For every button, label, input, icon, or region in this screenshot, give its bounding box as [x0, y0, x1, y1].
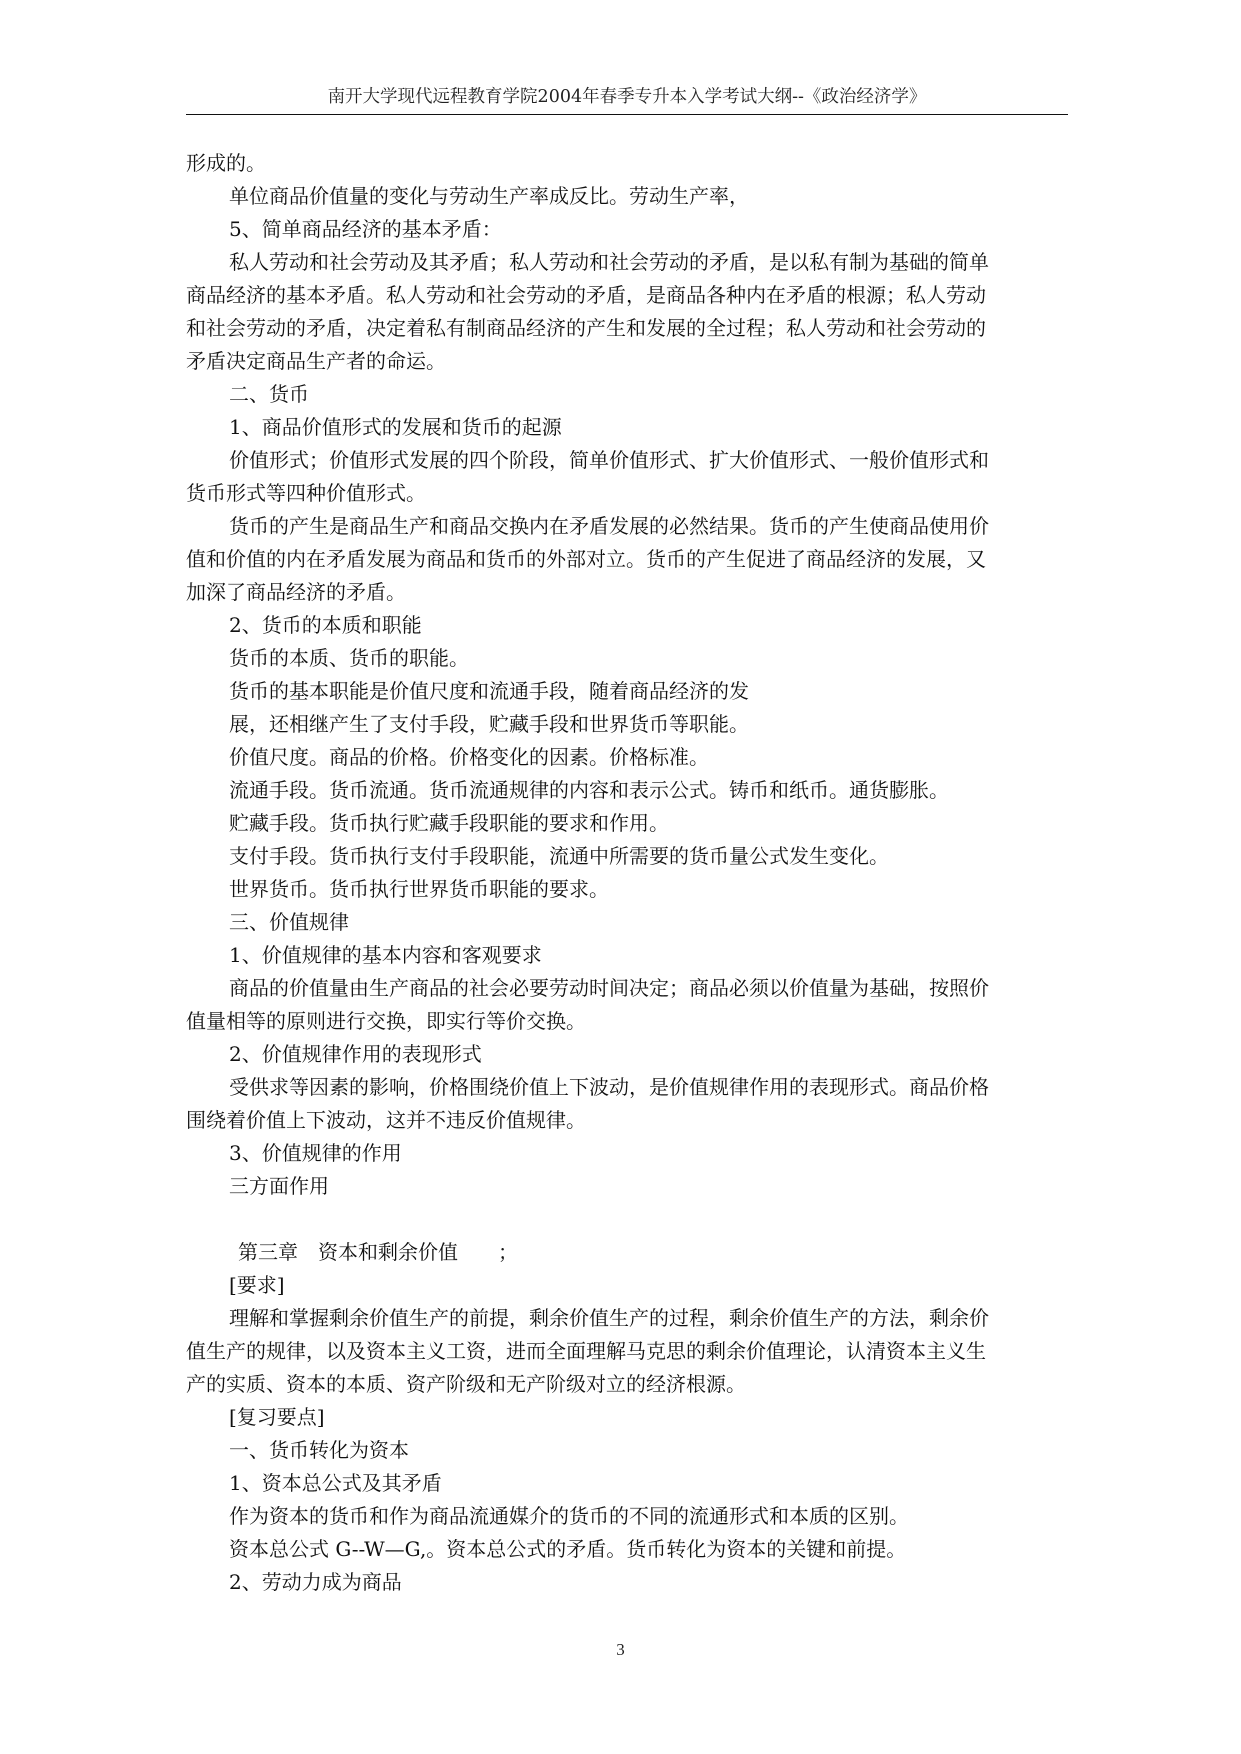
section-heading: 2、货币的本质和职能	[229, 613, 422, 637]
paragraph-line: 三方面作用	[229, 1174, 329, 1198]
section-heading: 一、货币转化为资本	[229, 1438, 409, 1462]
paragraph-line: 世界货币。货币执行世界货币职能的要求。	[229, 877, 609, 901]
paragraph-line: 商品经济的基本矛盾。私人劳动和社会劳动的矛盾，是商品各种内在矛盾的根源；私人劳动	[186, 283, 986, 307]
page-header: 南开大学现代远程教育学院2004年春季专升本入学考试大纲--《政治经济学》	[327, 87, 927, 107]
paragraph-line: 值量相等的原则进行交换，即实行等价交换。	[186, 1009, 586, 1033]
paragraph-line: 价值尺度。商品的价格。价格变化的因素。价格标准。	[229, 745, 709, 769]
page-number: 3	[616, 1640, 625, 1659]
paragraph-line: 理解和掌握剩余价值生产的前提，剩余价值生产的过程，剩余价值生产的方法，剩余价	[229, 1306, 989, 1330]
paragraph-line: 值生产的规律，以及资本主义工资，进而全面理解马克思的剩余价值理论，认清资本主义生	[186, 1339, 986, 1363]
paragraph-line: 货币形式等四种价值形式。	[186, 481, 426, 505]
paragraph-line: 货币的产生是商品生产和商品交换内在矛盾发展的必然结果。货币的产生使商品使用价	[229, 514, 989, 538]
paragraph-line: 矛盾决定商品生产者的命运。	[186, 349, 446, 373]
section-heading: 1、资本总公式及其矛盾	[229, 1471, 442, 1495]
section-heading: 1、价值规律的基本内容和客观要求	[229, 943, 542, 967]
section-heading: 5、简单商品经济的基本矛盾：	[229, 217, 502, 241]
paragraph-line: 支付手段。货币执行支付手段职能，流通中所需要的货币量公式发生变化。	[229, 844, 889, 868]
paragraph-line: 值和价值的内在矛盾发展为商品和货币的外部对立。货币的产生促进了商品经济的发展，又	[186, 547, 986, 571]
section-heading: 三、价值规律	[229, 910, 349, 934]
paragraph-line: 展，还相继产生了支付手段，贮藏手段和世界货币等职能。	[229, 712, 749, 736]
section-heading: 2、劳动力成为商品	[229, 1570, 402, 1594]
section-heading: 2、价值规律作用的表现形式	[229, 1042, 482, 1066]
paragraph-line: 价值形式；价值形式发展的四个阶段，简单价值形式、扩大价值形式、一般价值形式和	[229, 448, 989, 472]
paragraph-line: 商品的价值量由生产商品的社会必要劳动时间决定；商品必须以价值量为基础，按照价	[229, 976, 989, 1000]
paragraph-line: 流通手段。货币流通。货币流通规律的内容和表示公式。铸币和纸币。通货膨胀。	[229, 778, 949, 802]
section-heading: [要求]	[229, 1273, 285, 1297]
section-heading: 1、商品价值形式的发展和货币的起源	[229, 415, 562, 439]
paragraph-line: 产的实质、资本的本质、资产阶级和无产阶级对立的经济根源。	[186, 1372, 746, 1396]
chapter-heading: 第三章 资本和剩余价值 ；	[238, 1240, 518, 1264]
section-heading: 二、货币	[229, 382, 309, 406]
paragraph-line: 和社会劳动的矛盾，决定着私有制商品经济的产生和发展的全过程；私人劳动和社会劳动的	[186, 316, 986, 340]
paragraph-line: 资本总公式 G--W—G,。资本总公式的矛盾。货币转化为资本的关键和前提。	[229, 1537, 907, 1561]
paragraph-line: 私人劳动和社会劳动及其矛盾；私人劳动和社会劳动的矛盾，是以私有制为基础的简单	[229, 250, 989, 274]
paragraph-line: 单位商品价值量的变化与劳动生产率成反比。劳动生产率，	[229, 184, 749, 208]
section-heading: [复习要点]	[229, 1405, 325, 1429]
paragraph-line: 货币的基本职能是价值尺度和流通手段，随着商品经济的发	[229, 679, 749, 703]
document-body	[186, 147, 1068, 1599]
paragraph-line: 加深了商品经济的矛盾。	[186, 580, 406, 604]
header-rule	[186, 114, 1068, 115]
paragraph-line: 受供求等因素的影响，价格围绕价值上下波动，是价值规律作用的表现形式。商品价格	[229, 1075, 989, 1099]
blank-line	[186, 1203, 1068, 1236]
paragraph-line: 作为资本的货币和作为商品流通媒介的货币的不同的流通形式和本质的区别。	[229, 1504, 909, 1528]
paragraph-line: 贮藏手段。货币执行贮藏手段职能的要求和作用。	[229, 811, 669, 835]
paragraph-line: 货币的本质、货币的职能。	[229, 646, 469, 670]
section-heading: 3、价值规律的作用	[229, 1141, 402, 1165]
paragraph-line: 形成的。	[186, 151, 266, 175]
paragraph-line: 围绕着价值上下波动，这并不违反价值规律。	[186, 1108, 586, 1132]
